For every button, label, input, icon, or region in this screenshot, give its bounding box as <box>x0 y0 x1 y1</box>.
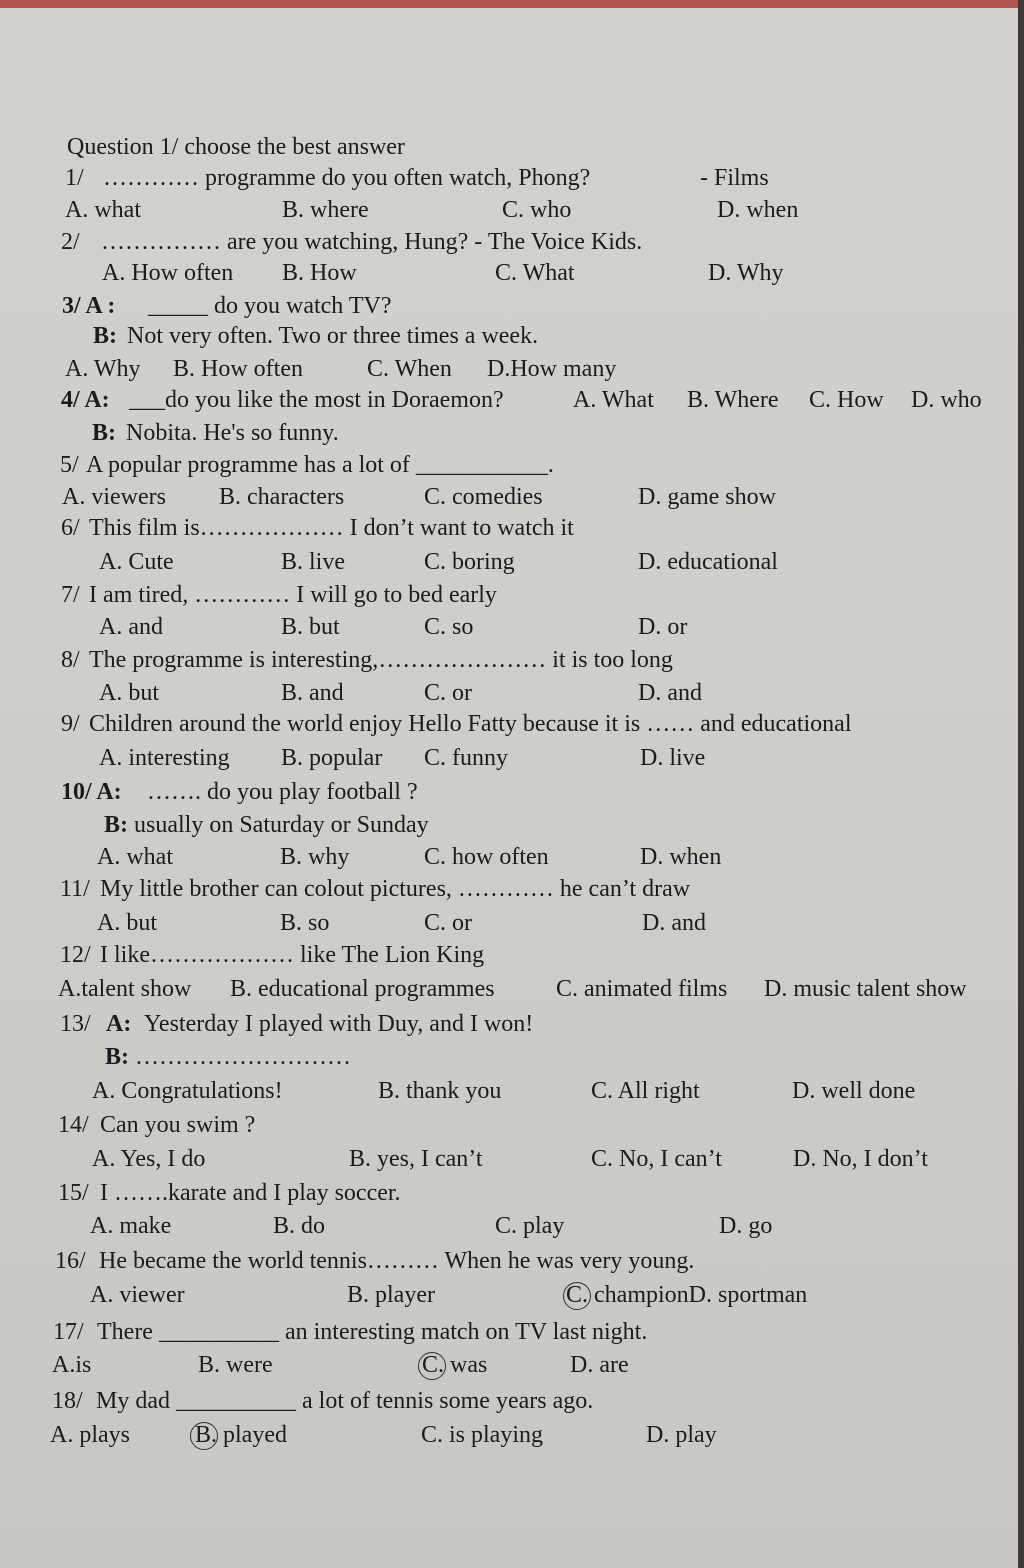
option-c[interactable]: C. When <box>367 356 452 382</box>
option-a[interactable]: A. Cute <box>99 549 174 575</box>
q-stem: ___do you like the most in Doraemon? <box>129 387 504 413</box>
option-d[interactable]: D. go <box>719 1213 773 1239</box>
option-b[interactable]: B. played <box>195 1422 287 1448</box>
option-c[interactable]: C. so <box>424 614 474 640</box>
option-b[interactable]: B. why <box>280 844 350 870</box>
q-stem: My little brother can colout pictures, ………… he can’t draw <box>100 876 691 902</box>
option-d[interactable]: D. when <box>717 197 799 223</box>
option-c[interactable]: C. boring <box>424 549 515 575</box>
option-d[interactable]: D. when <box>640 844 722 870</box>
q-number: 3/ A : <box>62 293 116 319</box>
option-b[interactable]: B. thank you <box>378 1078 502 1104</box>
option-d[interactable]: D. educational <box>638 549 778 575</box>
speaker-b: B: <box>93 323 117 349</box>
option-c[interactable]: C. animated films <box>556 976 728 1002</box>
q-number: 1/ <box>65 165 84 191</box>
answer-circle-mark <box>418 1352 446 1380</box>
speaker-b: B: <box>104 812 128 838</box>
answer-text: Not very often. Two or three times a week. <box>127 323 539 349</box>
option-a[interactable]: A.talent show <box>58 976 192 1002</box>
option-b[interactable]: B. and <box>281 680 344 706</box>
q-stem: Can you swim ? <box>100 1112 256 1138</box>
q-number: 16/ <box>55 1248 86 1274</box>
option-a[interactable]: A. but <box>99 680 159 706</box>
option-c[interactable]: C. how often <box>424 844 549 870</box>
option-c[interactable]: C. who <box>502 197 572 223</box>
q-stem: Yesterday I played with Duy, and I won! <box>144 1011 534 1037</box>
option-b[interactable]: B. player <box>347 1282 435 1308</box>
q-number: 7/ <box>61 582 80 608</box>
option-d[interactable]: D.How many <box>487 356 617 382</box>
q-stem: I am tired, ………… I will go to bed early <box>89 582 497 608</box>
option-c[interactable]: C. funny <box>424 745 508 771</box>
answer-text: usually on Saturday or Sunday <box>134 812 429 838</box>
q-number: 13/ <box>60 1011 91 1037</box>
option-c[interactable]: C. How <box>809 387 884 413</box>
option-c[interactable]: C. No, I can’t <box>591 1146 722 1172</box>
q-number: 2/ <box>61 229 80 255</box>
option-a[interactable]: A. viewer <box>90 1282 185 1308</box>
option-d[interactable]: D. who <box>911 387 982 413</box>
option-c[interactable]: C. is playing <box>421 1422 544 1448</box>
q-stem: …………… are you watching, Hung? - The Voice Kids. <box>101 229 643 255</box>
option-b[interactable]: B. do <box>273 1213 326 1239</box>
option-b[interactable]: B. educational programmes <box>230 976 495 1002</box>
option-c[interactable]: C. What <box>495 260 575 286</box>
option-a[interactable]: A. make <box>90 1213 172 1239</box>
q-stem: _____ do you watch TV? <box>148 293 392 319</box>
option-c[interactable]: C. was <box>422 1352 488 1378</box>
option-d[interactable]: D. live <box>640 745 706 771</box>
q-number: 10/ A: <box>61 779 122 805</box>
q-number: 6/ <box>61 515 80 541</box>
q-number: 17/ <box>53 1319 84 1345</box>
option-c[interactable]: C. comedies <box>424 484 543 510</box>
q-number: 5/ <box>60 452 79 478</box>
option-b[interactable]: B. popular <box>281 745 383 771</box>
option-d[interactable]: D. are <box>570 1352 629 1378</box>
option-a[interactable]: A. Congratulations! <box>92 1078 283 1104</box>
option-c[interactable]: C. or <box>424 680 472 706</box>
option-a[interactable]: A. What <box>573 387 654 413</box>
option-a[interactable]: A. viewers <box>62 484 166 510</box>
option-a[interactable]: A. plays <box>50 1422 130 1448</box>
option-d[interactable]: D. game show <box>638 484 776 510</box>
option-d[interactable]: D. play <box>646 1422 717 1448</box>
option-b[interactable]: B. characters <box>219 484 345 510</box>
q-number: 18/ <box>52 1388 83 1414</box>
q-stem: A popular programme has a lot of ___________. <box>86 452 554 478</box>
q-stem: This film is……………… I don’t want to watch it <box>89 515 574 541</box>
option-d[interactable]: D. Why <box>708 260 784 286</box>
option-a[interactable]: A. what <box>97 844 173 870</box>
option-b[interactable]: B. live <box>281 549 345 575</box>
option-b[interactable]: B. were <box>198 1352 273 1378</box>
option-d[interactable]: D. and <box>638 680 702 706</box>
q-stem: My dad __________ a lot of tennis some years ago. <box>96 1388 594 1414</box>
q-stem: I …….karate and I play soccer. <box>100 1180 401 1206</box>
option-b[interactable]: B. but <box>281 614 340 640</box>
option-b[interactable]: B. where <box>282 197 369 223</box>
q-number: 9/ <box>61 711 80 737</box>
option-c[interactable]: C. All right <box>591 1078 700 1104</box>
q-number: 12/ <box>60 942 91 968</box>
answer-text: Nobita. He's so funny. <box>126 420 339 446</box>
option-a[interactable]: A. and <box>99 614 163 640</box>
speaker-b: B: <box>92 420 116 446</box>
option-a[interactable]: A. How often <box>102 260 234 286</box>
option-a[interactable]: A. Yes, I do <box>92 1146 206 1172</box>
option-c[interactable]: C. or <box>424 910 472 936</box>
q-stem: He became the world tennis……… When he was very young. <box>99 1248 695 1274</box>
q-number: 4/ A: <box>61 387 110 413</box>
q-number: 8/ <box>61 647 80 673</box>
option-b[interactable]: B. How often <box>173 356 303 382</box>
speaker-a: A: <box>106 1011 132 1037</box>
option-a[interactable]: A. what <box>65 197 141 223</box>
option-d[interactable]: D. No, I don’t <box>793 1146 928 1172</box>
option-c[interactable]: C. championD. sportman <box>566 1282 808 1308</box>
q-tail: - Films <box>700 165 769 191</box>
answer-circle-mark <box>563 1282 591 1310</box>
option-b[interactable]: B. yes, I can’t <box>349 1146 483 1172</box>
q-number: 14/ <box>58 1112 89 1138</box>
q-stem: The programme is interesting,………………… it is too long <box>89 647 673 673</box>
q-stem: There __________ an interesting match on TV last night. <box>97 1319 648 1345</box>
option-a[interactable]: A. Why <box>65 356 141 382</box>
q-stem: ……. do you play football ? <box>147 779 418 805</box>
answer-blank: ……………………… <box>135 1044 351 1070</box>
option-b[interactable]: B. How <box>282 260 357 286</box>
option-b[interactable]: B. Where <box>687 387 779 413</box>
q-stem: ………… programme do you often watch, Phong? <box>103 165 591 191</box>
q-number: 15/ <box>58 1180 89 1206</box>
speaker-b: B: <box>105 1044 129 1070</box>
option-a[interactable]: A.is <box>52 1352 92 1378</box>
option-d[interactable]: D. well done <box>792 1078 916 1104</box>
answer-circle-mark <box>190 1422 218 1450</box>
q-stem: Children around the world enjoy Hello Fatty because it is …… and educational <box>89 711 852 737</box>
option-a[interactable]: A. interesting <box>99 745 230 771</box>
option-d[interactable]: D. or <box>638 614 688 640</box>
option-a[interactable]: A. but <box>97 910 157 936</box>
worksheet-paper: Question 1/ choose the best answer 1/ ………… programme do you often watch, Phong? - Films A. what B. where C. who D. when 2/ …………… are you watching, Hung? - The Voice Kids. A. How often B. How C. What D. Why 3/ A : _____ do you watch TV? B: Not very often. Two or three times a week. A. Why B. How often C. When D.How many 4/ A: ___do you like the most in Doraemon? A. What B. Where C. How D. who B: Nobita. He's so funny. 5/ A popular programme has a lot of ___________. A. viewers B. characters C. comedies D. game show 6/ This film is……………… I don’t want to watch it A. Cute B. live C. boring D. educational 7/ I am tired, ………… I will go to bed early A. and B. but C. so D. or 8/ The programme is interesting,………………… it is too long A. but B. and C. or D. and 9/ Children around the world enjoy Hello Fatty because it is …… and educational A. interesting B. popular C. funny D. live 10/ A: ……. do you play football ? B: usually on Saturday or Sunday A. what B. why C. how often D. when 11/ My little brother can colout pictures, ………… he can’t draw A. but B. so C. or D. and 12/ I like……………… like The Lion King A.talent show B. educational programmes C. animated films D. music talent show 13/ A: Yesterday I played with Duy, and I won! B: ……………………… A. Congratulations! B. thank you C. All right D. well done 14/ Can you swim ? A. Yes, I do B. yes, I can’t C. No, I can’t D. No, I don’t 15/ I …….karate and I play soccer. A. make B. do C. play D. go 16/ He became the world tennis……… When he was very young. A. viewer B. player C. championD. sportman 17/ There __________ an interesting match on TV last night. A.is B. were C. was D. are 18/ My dad __________ a lot of tennis some years ago. A. plays B. played C. is playing D. play <box>0 8 1018 1568</box>
q-number: 11/ <box>60 876 90 902</box>
option-c[interactable]: C. play <box>495 1213 565 1239</box>
option-d[interactable]: D. and <box>642 910 706 936</box>
option-d[interactable]: D. music talent show <box>764 976 967 1002</box>
option-b[interactable]: B. so <box>280 910 330 936</box>
q-stem: I like……………… like The Lion King <box>100 942 485 968</box>
right-edge <box>1018 0 1024 1568</box>
